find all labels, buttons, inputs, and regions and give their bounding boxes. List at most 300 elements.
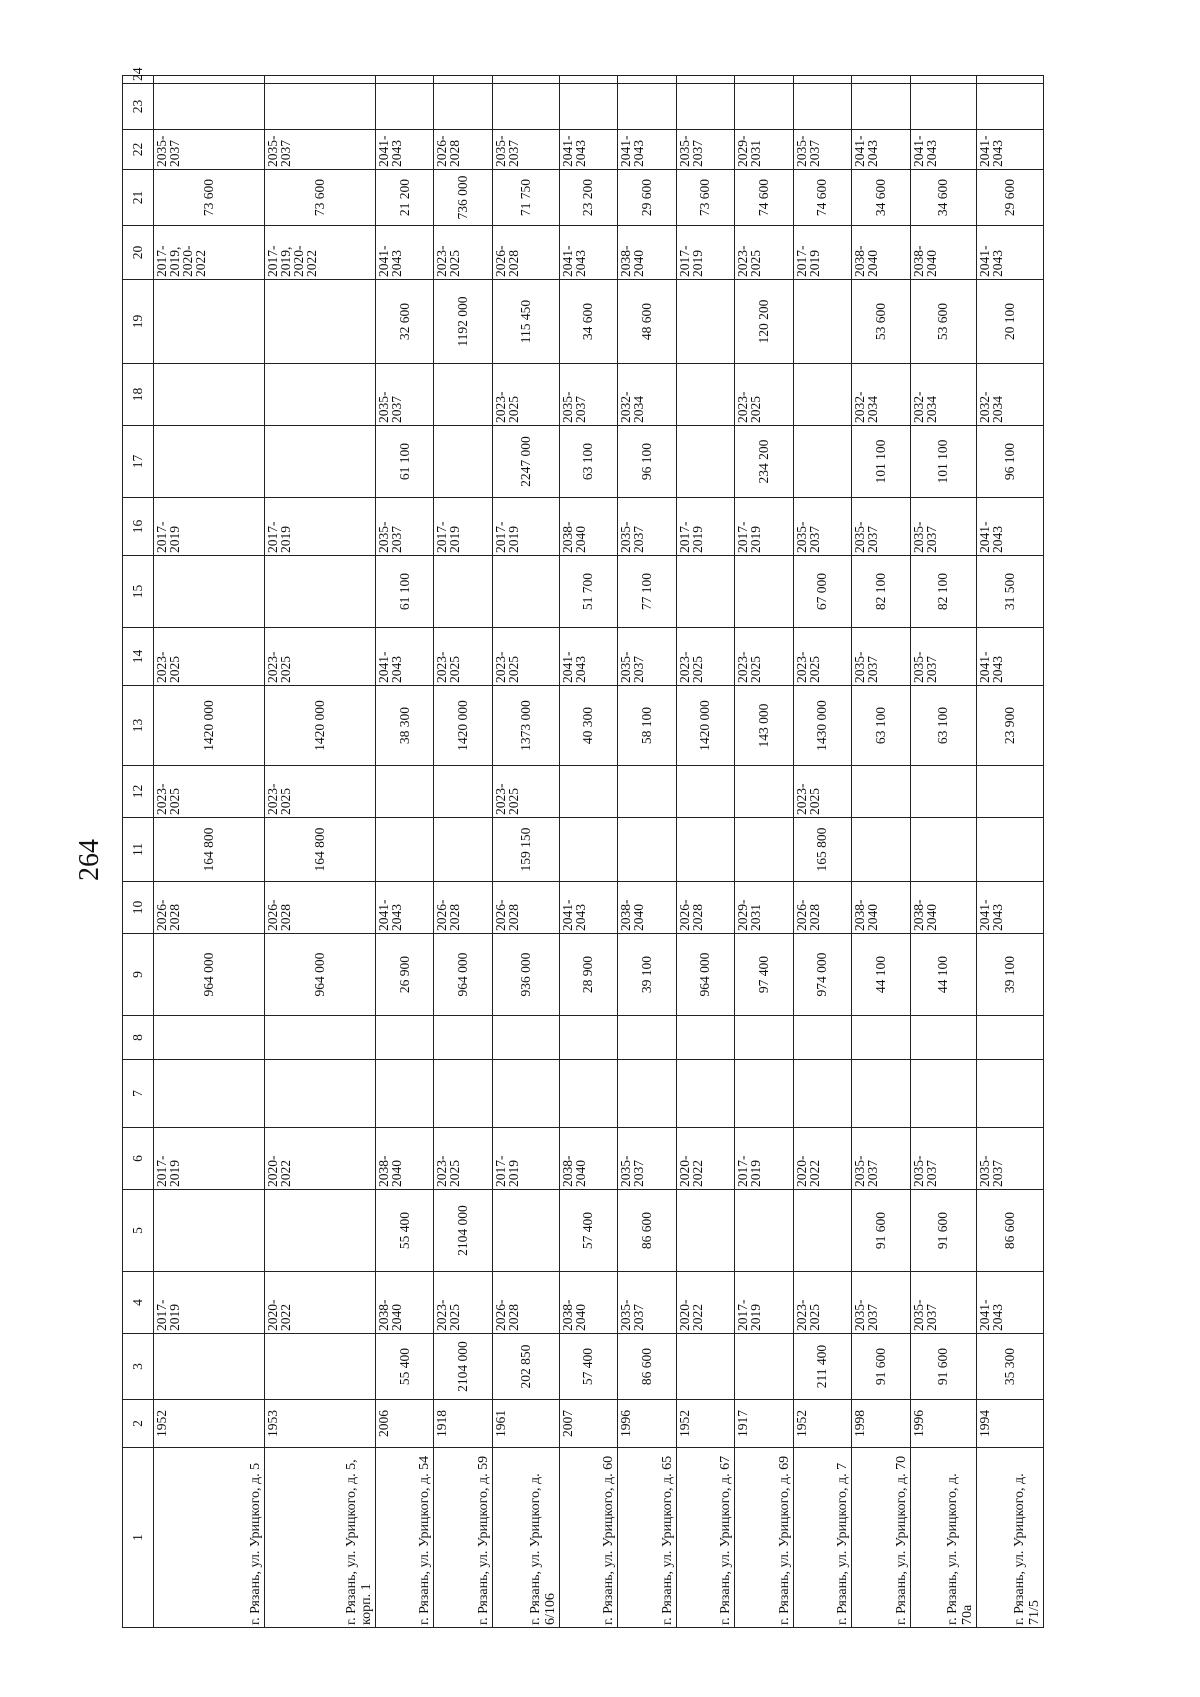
table-cell	[264, 1334, 375, 1400]
table-cell	[618, 766, 677, 818]
table-cell: 20 100	[977, 280, 1044, 364]
page-number: 264	[74, 839, 105, 881]
table-cell	[676, 280, 735, 364]
table-cell: 2020-2022	[264, 1272, 375, 1334]
table-cell: 2041-2043	[375, 130, 434, 170]
column-header-15: 15	[123, 556, 154, 628]
table-cell: 2023-2025	[735, 226, 794, 280]
address-cell: г. Рязань, ул. Урицкого, д. 67	[676, 1448, 735, 1628]
table-cell	[154, 1334, 265, 1400]
table-cell: 2023-2025	[493, 628, 560, 686]
table-cell: 96 100	[977, 426, 1044, 498]
column-header-9: 9	[123, 934, 154, 1016]
table-cell: 40 300	[559, 686, 618, 766]
table-cell	[676, 766, 735, 818]
table-cell: 38 300	[375, 686, 434, 766]
table-cell: 82 100	[852, 556, 911, 628]
column-header-4: 4	[123, 1272, 154, 1334]
table-cell: 2038-2040	[910, 226, 977, 280]
table-cell: 2035-2037	[793, 130, 852, 170]
table-cell: 2041-2043	[852, 130, 911, 170]
table-cell	[618, 1016, 677, 1060]
repair-schedule-table	[122, 67, 1044, 1628]
table-cell: 2023-2025	[434, 226, 493, 280]
table-cell	[618, 818, 677, 882]
table-cell	[977, 1060, 1044, 1128]
table-row	[264, 76, 375, 1628]
table-cell: 1994	[977, 1400, 1044, 1448]
table-cell	[735, 766, 794, 818]
table-cell: 82 100	[910, 556, 977, 628]
table-cell: 1996	[910, 1400, 977, 1448]
table-cell	[559, 1016, 618, 1060]
table-cell: 55 400	[375, 1334, 434, 1400]
table-cell	[493, 556, 560, 628]
table-cell	[852, 1060, 911, 1128]
table-cell	[375, 1016, 434, 1060]
table-body	[154, 76, 1044, 1628]
table-cell: 2017-2019	[434, 498, 493, 556]
table-cell: 2038-2040	[559, 1128, 618, 1190]
table-cell: 2035-2037	[618, 1272, 677, 1334]
address-cell: г. Рязань, ул. Урицкого, д. 7	[793, 1448, 852, 1628]
table-cell: 34 600	[559, 280, 618, 364]
table-cell: 1420 000	[676, 686, 735, 766]
table-cell: 91 600	[852, 1190, 911, 1272]
table-cell: 2023-2025	[154, 766, 265, 818]
table-cell	[793, 280, 852, 364]
table-cell: 2029-2031	[735, 882, 794, 934]
table-cell: 2104 000	[434, 1190, 493, 1272]
table-cell	[977, 766, 1044, 818]
table-cell: 2017-2019	[793, 226, 852, 280]
column-header-24: 24	[123, 76, 154, 84]
table-cell: 74 600	[793, 170, 852, 226]
table-cell: 2032-2034	[977, 364, 1044, 426]
table-cell: 34 600	[910, 170, 977, 226]
table-cell	[676, 84, 735, 130]
table-cell: 61 100	[375, 556, 434, 628]
table-cell: 964 000	[676, 934, 735, 1016]
column-header-7: 7	[123, 1060, 154, 1128]
table-cell: 2017-2019	[676, 498, 735, 556]
table-cell: 2007	[559, 1400, 618, 1448]
column-header-19: 19	[123, 280, 154, 364]
table-cell: 73 600	[154, 170, 265, 226]
table-cell: 2035-2037	[977, 1128, 1044, 1190]
column-header-8: 8	[123, 1016, 154, 1060]
table-cell: 1373 000	[493, 686, 560, 766]
table-cell: 1192 000	[434, 280, 493, 364]
table-cell: 1917	[735, 1400, 794, 1448]
table-cell: 2035-2037	[852, 628, 911, 686]
table-cell: 86 600	[618, 1334, 677, 1400]
table-cell	[793, 1060, 852, 1128]
table-cell	[264, 84, 375, 130]
column-header-17: 17	[123, 426, 154, 498]
table-cell	[154, 556, 265, 628]
table-cell	[676, 1016, 735, 1060]
table-cell: 101 100	[910, 426, 977, 498]
column-header-23: 23	[123, 84, 154, 130]
table-cell: 2017-2019	[493, 1128, 560, 1190]
table-cell: 2035-2037	[154, 130, 265, 170]
address-cell: г. Рязань, ул. Урицкого, д. 70	[852, 1448, 911, 1628]
table-cell: 2035-2037	[852, 1272, 911, 1334]
table-cell	[559, 76, 618, 84]
table-row	[375, 76, 434, 1628]
table-cell: 159 150	[493, 818, 560, 882]
table-cell	[493, 76, 560, 84]
table-cell	[264, 280, 375, 364]
table-cell: 1952	[154, 1400, 265, 1448]
table-cell	[852, 76, 911, 84]
table-cell: 164 800	[154, 818, 265, 882]
table-cell: 2026-2028	[793, 882, 852, 934]
table-cell	[735, 84, 794, 130]
table-cell: 1998	[852, 1400, 911, 1448]
table-cell: 21 200	[375, 170, 434, 226]
table-cell	[676, 1334, 735, 1400]
table-cell	[154, 280, 265, 364]
table-cell	[559, 818, 618, 882]
table-cell: 2035-2037	[910, 498, 977, 556]
table-cell: 44 100	[852, 934, 911, 1016]
table-cell	[154, 364, 265, 426]
table-cell: 86 600	[618, 1190, 677, 1272]
table-cell: 974 000	[793, 934, 852, 1016]
table-cell	[735, 1060, 794, 1128]
table-cell: 2041-2043	[375, 628, 434, 686]
column-header-16: 16	[123, 498, 154, 556]
table-cell	[676, 426, 735, 498]
table-cell: 2017-2019	[154, 498, 265, 556]
column-header-5: 5	[123, 1190, 154, 1272]
table-cell: 101 100	[852, 426, 911, 498]
table-cell: 2032-2034	[910, 364, 977, 426]
table-cell	[735, 1190, 794, 1272]
table-cell: 2038-2040	[618, 882, 677, 934]
table-cell: 2035-2037	[618, 628, 677, 686]
table-cell: 1961	[493, 1400, 560, 1448]
table-cell	[910, 766, 977, 818]
table-cell	[618, 84, 677, 130]
table-cell: 2041-2043	[375, 882, 434, 934]
table-cell: 2041-2043	[559, 226, 618, 280]
table-cell	[493, 1190, 560, 1272]
table-cell: 2023-2025	[676, 628, 735, 686]
table-cell: 71 750	[493, 170, 560, 226]
address-cell: г. Рязань, ул. Урицкого, д. 59	[434, 1448, 493, 1628]
table-cell: 2029-2031	[735, 130, 794, 170]
table-cell: 2104 000	[434, 1334, 493, 1400]
table-cell	[375, 1060, 434, 1128]
table-cell: 73 600	[676, 170, 735, 226]
table-cell	[676, 76, 735, 84]
table-cell	[559, 1060, 618, 1128]
table-cell: 2020-2022	[793, 1128, 852, 1190]
table-cell: 2023-2025	[793, 628, 852, 686]
table-cell: 2006	[375, 1400, 434, 1448]
table-cell: 55 400	[375, 1190, 434, 1272]
table-cell: 2023-2025	[264, 766, 375, 818]
table-row	[852, 76, 911, 1628]
table-cell: 1430 000	[793, 686, 852, 766]
column-header-1: 1	[123, 1448, 154, 1628]
table-cell	[618, 1060, 677, 1128]
table-cell: 2038-2040	[559, 1272, 618, 1334]
table-row	[434, 76, 493, 1628]
table-cell: 63 100	[559, 426, 618, 498]
table-cell: 2026-2028	[493, 226, 560, 280]
table-cell: 2026-2028	[434, 882, 493, 934]
table-cell	[793, 84, 852, 130]
table-cell: 23 900	[977, 686, 1044, 766]
table-cell	[264, 1016, 375, 1060]
table-cell: 91 600	[910, 1190, 977, 1272]
table-cell: 2017-2019, 2020-2022	[154, 226, 265, 280]
table-cell	[154, 76, 265, 84]
table-cell: 2017-2019, 2020-2022	[264, 226, 375, 280]
table-cell	[493, 84, 560, 130]
table-cell: 57 400	[559, 1334, 618, 1400]
table-cell: 2035-2037	[852, 498, 911, 556]
table-cell: 2017-2019	[154, 1128, 265, 1190]
table-cell	[977, 76, 1044, 84]
table-cell: 53 600	[852, 280, 911, 364]
table-cell: 115 450	[493, 280, 560, 364]
table-cell: 1420 000	[154, 686, 265, 766]
column-header-18: 18	[123, 364, 154, 426]
table-cell: 2023-2025	[793, 1272, 852, 1334]
table-cell: 2035-2037	[264, 130, 375, 170]
table-cell: 964 000	[434, 934, 493, 1016]
table-cell: 1996	[618, 1400, 677, 1448]
address-cell: г. Рязань, ул. Урицкого, д. 69	[735, 1448, 794, 1628]
table-cell: 2023-2025	[493, 364, 560, 426]
table-cell: 2038-2040	[559, 498, 618, 556]
table-cell	[735, 818, 794, 882]
table-cell: 2041-2043	[618, 130, 677, 170]
table-cell	[375, 84, 434, 130]
table-cell	[434, 818, 493, 882]
table-cell: 2038-2040	[852, 226, 911, 280]
table-cell: 143 000	[735, 686, 794, 766]
table-cell: 120 200	[735, 280, 794, 364]
table-cell	[493, 1016, 560, 1060]
table-cell	[793, 426, 852, 498]
table-cell: 2026-2028	[493, 882, 560, 934]
table-cell	[375, 76, 434, 84]
address-cell: г. Рязань, ул. Урицкого, д. 70а	[910, 1448, 977, 1628]
table-cell: 2035-2037	[910, 1128, 977, 1190]
table-cell: 736 000	[434, 170, 493, 226]
address-cell: г. Рязань, ул. Урицкого, д. 54	[375, 1448, 434, 1628]
table-cell: 2026-2028	[154, 882, 265, 934]
table-cell	[735, 1334, 794, 1400]
table-cell: 2038-2040	[910, 882, 977, 934]
table-row	[154, 76, 265, 1628]
table-cell: 2026-2028	[493, 1272, 560, 1334]
table-cell: 164 800	[264, 818, 375, 882]
table-row	[618, 76, 677, 1628]
table-cell	[264, 426, 375, 498]
table-row	[559, 76, 618, 1628]
table-cell	[559, 766, 618, 818]
table-cell: 234 200	[735, 426, 794, 498]
table-cell: 48 600	[618, 280, 677, 364]
table-cell: 2023-2025	[434, 1272, 493, 1334]
column-header-14: 14	[123, 628, 154, 686]
table-cell: 2247 000	[493, 426, 560, 498]
address-cell: г. Рязань, ул. Урицкого, д. 60	[559, 1448, 618, 1628]
table-cell	[264, 1060, 375, 1128]
table-cell: 2023-2025	[434, 1128, 493, 1190]
table-cell: 29 600	[618, 170, 677, 226]
table-cell	[910, 76, 977, 84]
table-cell: 2035-2037	[618, 498, 677, 556]
table-row	[735, 76, 794, 1628]
table-cell: 936 000	[493, 934, 560, 1016]
table-cell	[434, 426, 493, 498]
table-cell	[375, 818, 434, 882]
address-cell: г. Рязань, ул. Урицкого, д. 6/106	[493, 1448, 560, 1628]
table-cell: 91 600	[910, 1334, 977, 1400]
table-cell	[793, 364, 852, 426]
table-cell	[852, 766, 911, 818]
table-cell: 2017-2019	[676, 226, 735, 280]
table-cell: 63 100	[910, 686, 977, 766]
table-cell: 2041-2043	[559, 882, 618, 934]
document-table-container	[122, 67, 1044, 1628]
address-cell: г. Рязань, ул. Урицкого, д. 5	[154, 1448, 265, 1628]
table-cell	[910, 1060, 977, 1128]
table-cell	[852, 1016, 911, 1060]
column-header-11: 11	[123, 818, 154, 882]
table-cell: 2017-2019	[735, 1272, 794, 1334]
table-cell: 57 400	[559, 1190, 618, 1272]
table-cell	[154, 84, 265, 130]
table-cell	[264, 76, 375, 84]
table-cell	[910, 1016, 977, 1060]
table-cell: 53 600	[910, 280, 977, 364]
table-cell: 964 000	[264, 934, 375, 1016]
table-cell	[676, 364, 735, 426]
table-cell: 2023-2025	[793, 766, 852, 818]
table-cell: 2041-2043	[559, 130, 618, 170]
table-cell: 77 100	[618, 556, 677, 628]
table-cell: 63 100	[852, 686, 911, 766]
table-cell	[618, 76, 677, 84]
table-cell: 2023-2025	[264, 628, 375, 686]
table-cell	[559, 84, 618, 130]
table-cell: 28 900	[559, 934, 618, 1016]
table-cell: 97 400	[735, 934, 794, 1016]
table-cell: 2020-2022	[676, 1272, 735, 1334]
table-cell: 2035-2037	[375, 498, 434, 556]
table-cell	[434, 364, 493, 426]
table-cell: 2017-2019	[735, 1128, 794, 1190]
table-cell: 2041-2043	[559, 628, 618, 686]
table-cell: 1952	[676, 1400, 735, 1448]
table-row	[793, 76, 852, 1628]
table-cell	[154, 1190, 265, 1272]
table-cell	[676, 556, 735, 628]
table-cell: 2035-2037	[852, 1128, 911, 1190]
table-cell	[977, 1016, 1044, 1060]
table-row	[493, 76, 560, 1628]
table-cell: 39 100	[977, 934, 1044, 1016]
table-cell: 44 100	[910, 934, 977, 1016]
table-cell: 964 000	[154, 934, 265, 1016]
table-row	[910, 76, 977, 1628]
table-cell: 35 300	[977, 1334, 1044, 1400]
table-cell: 2020-2022	[676, 1128, 735, 1190]
table-cell: 31 500	[977, 556, 1044, 628]
table-cell: 2035-2037	[910, 1272, 977, 1334]
table-cell: 2041-2043	[977, 882, 1044, 934]
address-cell: г. Рязань, ул. Урицкого, д. 65	[618, 1448, 677, 1628]
table-cell: 2038-2040	[852, 882, 911, 934]
column-number-header-row	[123, 76, 154, 1628]
table-cell: 91 600	[852, 1334, 911, 1400]
table-cell: 2038-2040	[618, 226, 677, 280]
column-header-13: 13	[123, 686, 154, 766]
table-cell	[852, 84, 911, 130]
table-cell	[735, 1016, 794, 1060]
table-cell	[264, 556, 375, 628]
table-cell: 1420 000	[434, 686, 493, 766]
table-cell	[375, 766, 434, 818]
table-cell: 2026-2028	[434, 130, 493, 170]
address-cell: г. Рязань, ул. Урицкого, д. 5, корп. 1	[264, 1448, 375, 1628]
table-cell: 2032-2034	[852, 364, 911, 426]
table-cell: 2026-2028	[676, 882, 735, 934]
table-cell: 2023-2025	[735, 364, 794, 426]
table-cell	[977, 84, 1044, 130]
table-cell	[977, 818, 1044, 882]
table-cell	[910, 818, 977, 882]
table-cell	[793, 76, 852, 84]
table-cell: 211 400	[793, 1334, 852, 1400]
table-cell	[793, 1016, 852, 1060]
column-header-6: 6	[123, 1128, 154, 1190]
table-cell: 2023-2025	[434, 628, 493, 686]
table-cell: 2035-2037	[559, 364, 618, 426]
table-cell: 2020-2022	[264, 1128, 375, 1190]
table-cell: 86 600	[977, 1190, 1044, 1272]
table-cell	[434, 1016, 493, 1060]
table-cell: 2038-2040	[375, 1272, 434, 1334]
table-cell	[434, 556, 493, 628]
table-cell: 34 600	[852, 170, 911, 226]
table-cell: 39 100	[618, 934, 677, 1016]
table-cell: 26 900	[375, 934, 434, 1016]
address-cell: г. Рязань, ул. Урицкого, д. 71/5	[977, 1448, 1044, 1628]
table-cell: 29 600	[977, 170, 1044, 226]
table-cell	[676, 818, 735, 882]
table-cell	[793, 1190, 852, 1272]
table-cell: 2041-2043	[375, 226, 434, 280]
table-cell	[676, 1190, 735, 1272]
table-cell: 2023-2025	[493, 766, 560, 818]
table-cell: 2032-2034	[618, 364, 677, 426]
table-cell: 2017-2019	[264, 498, 375, 556]
column-header-20: 20	[123, 226, 154, 280]
table-row	[676, 76, 735, 1628]
table-cell	[264, 364, 375, 426]
table-cell	[434, 766, 493, 818]
